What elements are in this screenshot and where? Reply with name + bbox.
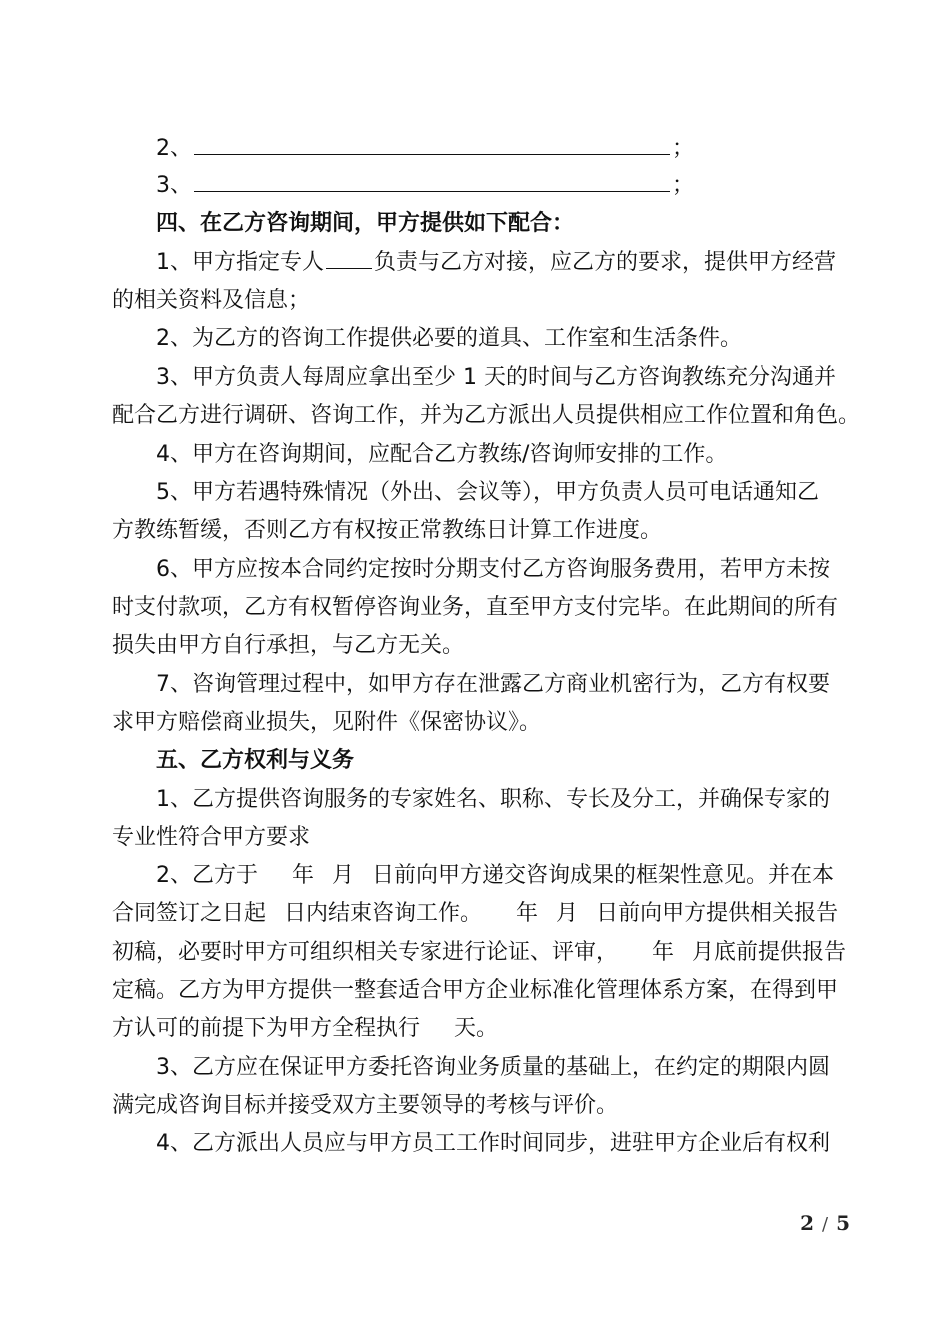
section-4-item-1-line-2: 的相关资料及信息；: [112, 288, 311, 313]
section-4-item-6-line-2: 时支付款项，乙方有权暂停咨询业务，直至甲方支付完毕。在此期间的所有: [112, 595, 839, 620]
section-5-item-2-line-4: 定稿。乙方为甲方提供一整套适合甲方企业标准化管理体系方案，在得到甲: [112, 978, 839, 1003]
blank-item-3: [156, 167, 852, 205]
section-5-heading: 五、乙方权利与义务: [156, 748, 355, 773]
section-5-item-2-line-5: [112, 1010, 852, 1048]
blank-underline: [326, 244, 372, 269]
text-segment: 1、甲方指定专人: [156, 250, 324, 275]
section-4-heading: 四、在乙方咨询期间，甲方提供如下配合：: [156, 211, 575, 236]
section-4-item-6-line-1: 6、甲方应按本合同约定按时分期支付乙方咨询服务费用，若甲方未按: [156, 557, 830, 582]
section-4-item-4: 4、甲方在咨询期间，应配合乙方教练/咨询师安排的工作。: [156, 442, 728, 467]
section-5-item-4-line-1: 4、乙方派出人员应与甲方员工工作时间同步，进驻甲方企业后有权利: [156, 1131, 830, 1156]
item-end-punct: ；: [672, 136, 695, 161]
text-segment: 负责与乙方对接，应乙方的要求，提供甲方经营: [374, 250, 837, 275]
section-4-item-7-line-2: 求甲方赔偿商业损失，见附件《保密协议》。: [112, 710, 542, 735]
section-4-item-3-line-2: 配合乙方进行调研、咨询工作，并为乙方派出人员提供相应工作位置和角色。: [112, 403, 861, 428]
blank-item-2: [156, 130, 852, 168]
section-5-item-1-line-2: 专业性符合甲方要求: [112, 825, 311, 850]
current-page-number: 2: [800, 1211, 814, 1235]
text-segment: 年: [516, 901, 539, 926]
text-segment: 日前向甲方提供相关报告: [596, 901, 839, 926]
section-5-item-2-line-3: [112, 934, 852, 972]
total-pages-number: 5: [836, 1211, 850, 1235]
item-end-punct: ；: [672, 173, 695, 198]
section-4-item-5-line-1: 5、甲方若遇特殊情况（外出、会议等），甲方负责人员可电话通知乙: [156, 480, 819, 505]
text-segment: 方认可的前提下为甲方全程执行: [112, 1016, 421, 1041]
section-5-item-3-line-1: 3、乙方应在保证甲方委托咨询业务质量的基础上，在约定的期限内圆: [156, 1055, 830, 1080]
text-segment: 初稿，必要时甲方可组织相关专家进行论证、评审，: [112, 940, 619, 965]
blank-underline: [194, 167, 670, 192]
text-segment: 年: [652, 940, 675, 965]
section-4-item-5-line-2: 方教练暂缓，否则乙方有权按正常教练日计算工作进度。: [112, 518, 663, 543]
item-number: 3、: [156, 173, 192, 198]
section-5-item-2-line-2: [112, 895, 852, 933]
blank-underline: [194, 130, 670, 155]
item-number: 2、: [156, 136, 192, 161]
section-4-item-2: 2、为乙方的咨询工作提供必要的道具、工作室和生活条件。: [156, 326, 742, 351]
section-4-item-6-line-3: 损失由甲方自行承担，与乙方无关。: [112, 633, 465, 658]
page-number: [800, 1211, 850, 1235]
section-4-item-3-line-1: 3、甲方负责人每周应拿出至少 1 天的时间与乙方咨询教练充分沟通并: [156, 365, 836, 390]
text-segment: 年: [292, 863, 315, 888]
text-segment: 2、乙方于: [156, 863, 258, 888]
text-segment: 月底前提供报告: [692, 940, 847, 965]
page-separator: /: [822, 1214, 829, 1235]
text-segment: 月: [556, 901, 579, 926]
section-4-item-7-line-1: 7、咨询管理过程中，如甲方存在泄露乙方商业机密行为，乙方有权要: [156, 672, 830, 697]
section-5-item-1-line-1: 1、乙方提供咨询服务的专家姓名、职称、专长及分工，并确保专家的: [156, 787, 830, 812]
text-segment: 日前向甲方递交咨询成果的框架性意见。并在本: [372, 863, 835, 888]
section-4-item-1-line-1: [156, 244, 852, 282]
section-5-item-2-line-1: [156, 857, 852, 895]
text-segment: 天。: [454, 1016, 499, 1041]
text-segment: 月: [332, 863, 355, 888]
text-segment: 日内结束咨询工作。: [284, 901, 483, 926]
section-5-item-3-line-2: 满完成咨询目标并接受双方主要领导的考核与评价。: [112, 1093, 619, 1118]
text-segment: 合同签订之日起: [112, 901, 267, 926]
